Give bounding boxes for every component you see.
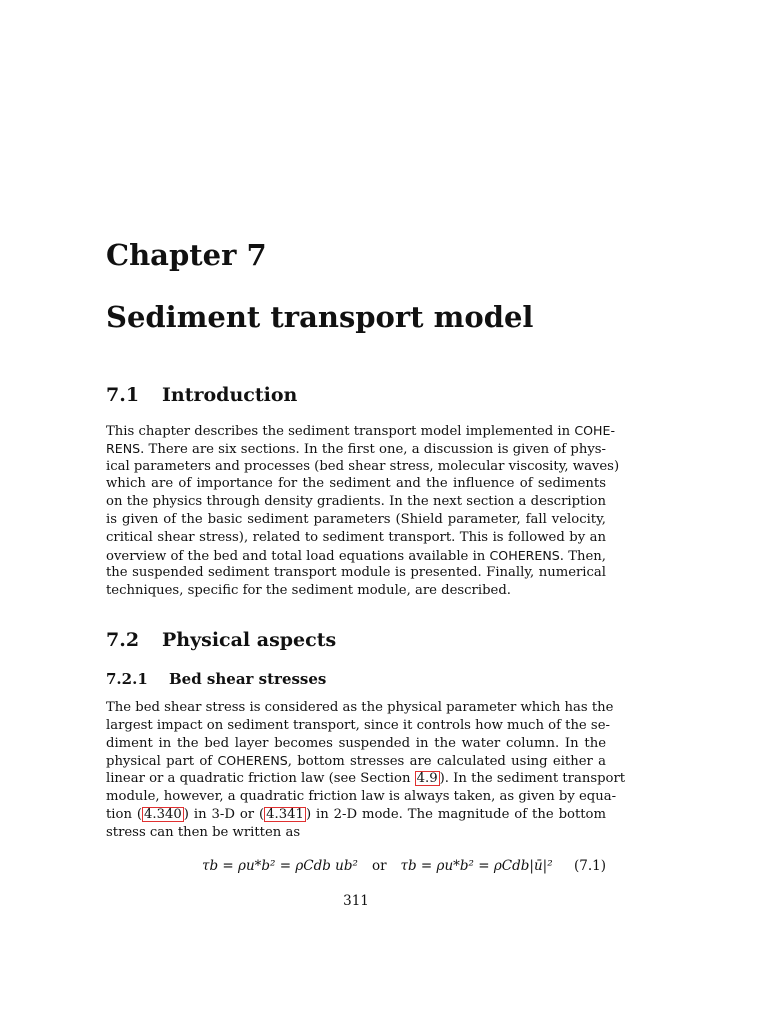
text-line: ical parameters and processes (bed shear stress, molecular viscosity, waves) [106,458,620,474]
subsection-number: 7.2.1 [106,670,148,688]
section-title: Introduction [162,384,298,406]
chapter-title: Sediment transport model [106,300,534,334]
section-title: Physical aspects [162,629,337,651]
introduction-paragraph [106,422,620,600]
text-line: the suspended sediment transport module is presented. Finally, numerical [106,565,606,581]
text-line: stress can then be written as [106,824,301,840]
text-line: The bed shear stress is considered as the physical parameter which has the [106,700,614,715]
text-line: overview of the bed and total load equations available in COHERENS. Then, [106,547,606,564]
section-number: 7.1 [106,384,140,406]
equation-left: τb = ρu*b² = ρCdb ub² [202,858,358,874]
text-line: tion ( 4.340 ) in 3-D or ( 4.341 ) in 2-D mode. The magnitude of the bottom [106,806,606,822]
section-reference-link[interactable]: 4.9 [416,771,438,787]
text-line: physical part of COHERENS, bottom stresses are calculated using either a [106,753,607,770]
software-name: COHE- [574,423,616,438]
section-number: 7.2 [106,629,140,651]
equation-number: (7.1) [573,858,606,874]
text-line: techniques, specific for the sediment module, are described. [106,583,511,599]
text-line: linear or a quadratic friction law (see Section 4.9 ). In the sediment transport [106,771,626,787]
text-line: module, however, a quadratic friction law is always taken, as given by equa- [106,788,617,804]
section-heading-physical-aspects [106,627,336,653]
equation-connector: or [371,858,387,874]
equation-reference-link[interactable]: 4.340 [144,806,182,822]
text-line: critical shear stress), related to sediment transport. This is followed by an [106,529,606,545]
text-line: largest impact on sediment transport, since it controls how much of the se- [106,717,610,733]
software-name: COHERENS [217,753,288,769]
subsection-heading [106,668,326,690]
equation-right: τb = ρu*b² = ρCdb|ū|² [400,858,553,874]
text-line: diment in the bed layer becomes suspended in the water column. In the [106,735,606,751]
subsection-title: Bed shear stresses [169,670,327,688]
text-line: This chapter describes the sediment transport model implemented in COHE- [106,423,616,439]
software-name: RENS [106,440,141,456]
section-heading-introduction [106,382,297,408]
text-line: which are of importance for the sediment and the influence of sediments [106,476,606,492]
page-number: 311 [343,893,369,909]
chapter-label: Chapter 7 [106,238,267,272]
bed-shear-paragraph [106,699,626,841]
text-line: is given of the basic sediment parameters (Shield parameter, fall velocity, [106,511,606,527]
equation-7-1 [106,855,606,879]
software-name: COHERENS [489,547,560,563]
equation-reference-link[interactable]: 4.341 [266,806,304,822]
text-line: RENS. There are six sections. In the first one, a discussion is given of phys- [106,440,606,457]
text-line: on the physics through density gradients. In the next section a description [106,494,606,510]
equation-body [202,855,553,877]
